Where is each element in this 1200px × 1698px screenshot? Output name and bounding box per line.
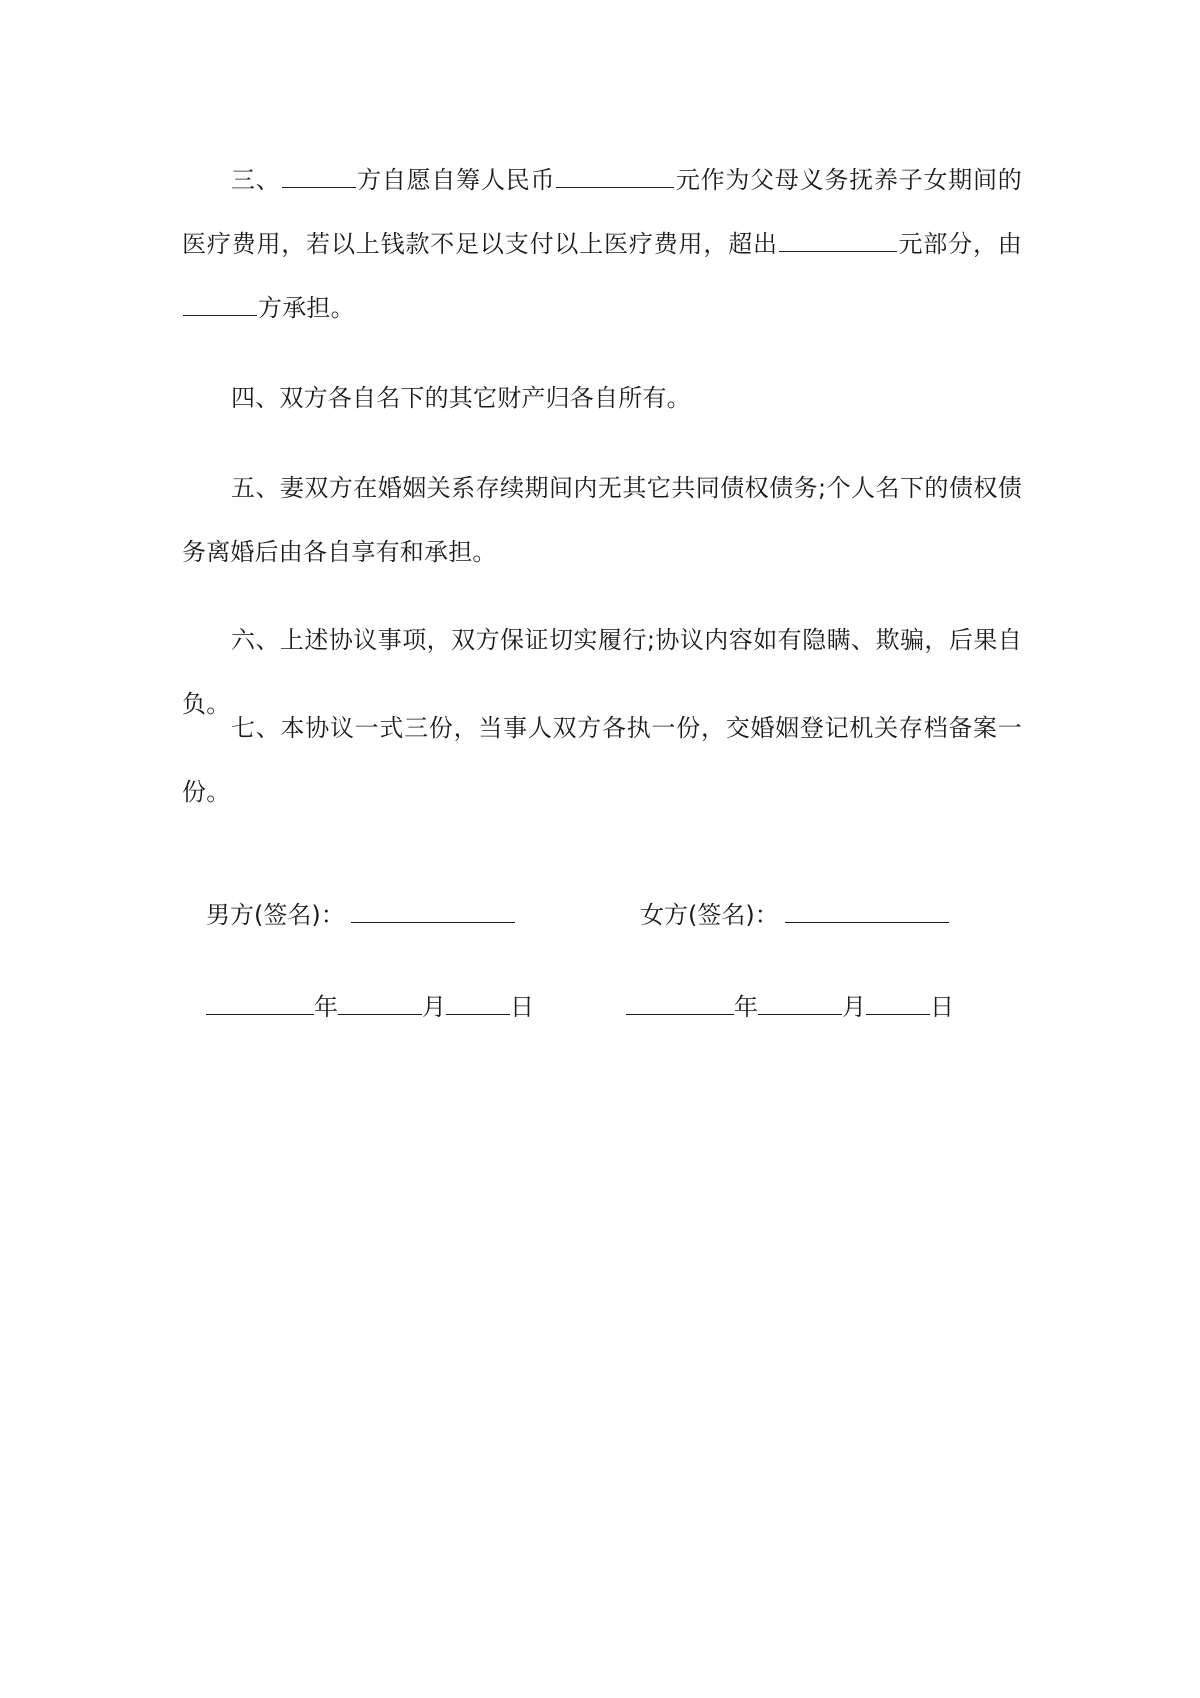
clause-5: 五、妻双方在婚姻关系存续期间内无其它共同债权债务;个人名下的债权债务离婚后由各自享有和承担。 — [182, 474, 1022, 566]
male-month-field[interactable] — [338, 990, 422, 1015]
day-label: 日 — [930, 993, 954, 1021]
clause-6: 六、上述协议事项，双方保证切实履行;协议内容如有隐瞒、欺骗，后果自负。 — [182, 626, 1022, 718]
blank-responsible-party-field[interactable] — [183, 289, 257, 316]
clause-3-text-b: 元作为父母义务抚养子女期间的医疗费用，若以上钱款不足以支付以上医疗费用，超出 — [182, 166, 1022, 258]
female-signature-label: 女方(签名)： — [640, 901, 779, 929]
male-signature-label: 男方(签名)： — [206, 901, 345, 929]
female-date-row — [626, 990, 954, 1022]
month-label: 月 — [422, 993, 446, 1021]
male-day-field[interactable] — [446, 990, 510, 1015]
female-day-field[interactable] — [866, 990, 930, 1015]
blank-amount-field[interactable] — [556, 161, 674, 188]
month-label: 月 — [842, 993, 866, 1021]
male-date-row — [206, 990, 534, 1022]
clause-3-text-d: 方承担。 — [258, 294, 355, 322]
clause-4: 四、双方各自名下的其它财产归各自所有。 — [231, 384, 691, 412]
female-signature-row — [640, 898, 949, 930]
male-signature-row — [206, 898, 515, 930]
clause-7: 七、本协议一式三份，当事人双方各执一份，交婚姻登记机关存档备案一份。 — [182, 714, 1022, 806]
female-month-field[interactable] — [758, 990, 842, 1015]
year-label: 年 — [314, 993, 338, 1021]
clause-3-number: 三、 — [231, 166, 281, 194]
female-signature-field[interactable] — [785, 898, 949, 923]
female-year-field[interactable] — [626, 990, 734, 1015]
blank-excess-amount-field[interactable] — [779, 225, 897, 252]
blank-party-field[interactable] — [282, 161, 356, 188]
male-year-field[interactable] — [206, 990, 314, 1015]
day-label: 日 — [510, 993, 534, 1021]
clause-3-text-c: 元部分，由 — [897, 230, 1022, 258]
year-label: 年 — [734, 993, 758, 1021]
clause-3-text-a: 方自愿自筹人民币 — [356, 166, 556, 194]
clause-3 — [182, 148, 1022, 340]
male-signature-field[interactable] — [351, 898, 515, 923]
